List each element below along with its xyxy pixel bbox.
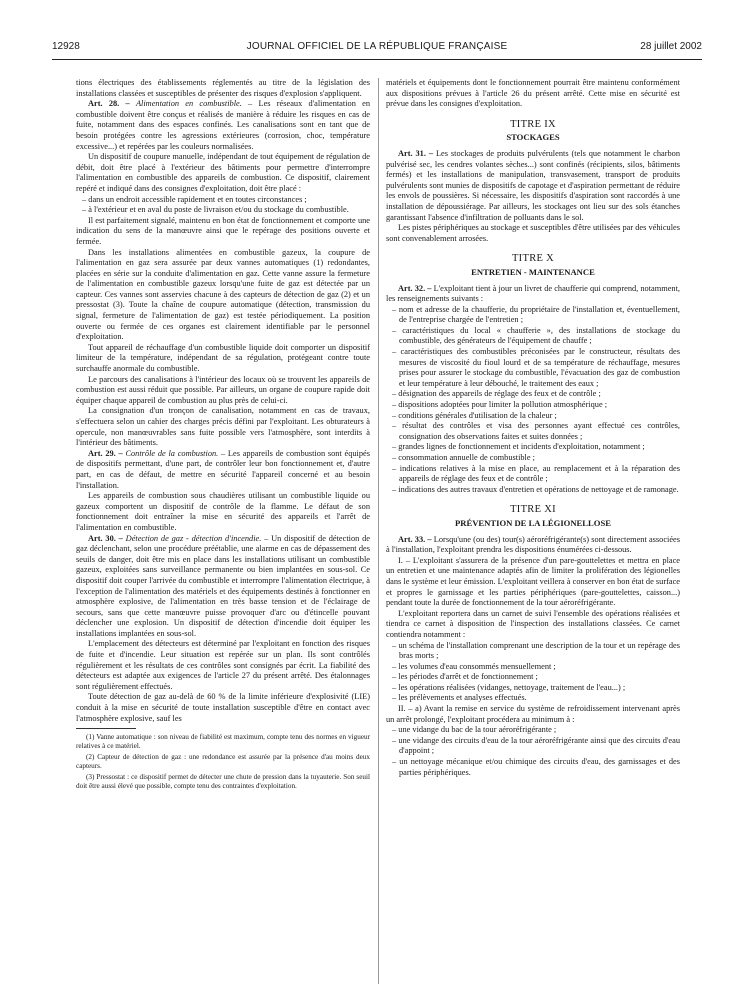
right-column — [386, 78, 680, 778]
publication-date: 28 juillet 2002 — [640, 41, 702, 52]
paragraph: Dans les installations alimentées en combustible gazeux, la coupure de l'alimentation en gaz sera assurée par deux vannes automatiques (1) redondantes, placées en série sur la conduite d'alimentation en gaz. Cette vanne assure la fermeture de l'alimentation en combustible gazeux lorsqu'une fuite de gaz est détectée par un capteur. Ces vannes sont asservies chacune à des capteurs de détection de gaz (2) et un pressostat (3). Toute la chaîne de coupure automatique (détection, transmission du signal, fermeture de l'alimentation de gaz) est testée périodiquement. La position ouverte ou fermée de ces organes est clairement identifiable par le personnel d'exploitation. — [76, 247, 370, 342]
paragraph: Il est parfaitement signalé, maintenu en bon état de fonctionnement et comporte une indication du sens de la manœuvre ainsi que le repérage des positions ouverte et fermée. — [76, 215, 370, 246]
footnote: (2) Capteur de détection de gaz : une redondance est assurée par la présence d'au moins deux capteurs. — [76, 753, 370, 771]
article-title: Alimentation en combustible. — [135, 99, 242, 109]
article-title: Contrôle de la combustion. — [125, 448, 219, 458]
footnote: (1) Vanne automatique : son niveau de fiabilité est maximum, compte tenu des normes en vigueur relatives à ce matériel. — [76, 733, 370, 751]
list-item: – dans un endroit accessible rapidement et en toutes circonstances ; — [76, 195, 370, 206]
article-31 — [386, 149, 680, 223]
article-text: Les stockages de produits pulvérulents (tels que notamment le charbon pulvérisé sec, les cendres volantes sèches...) sont confinés (récipients, silos, bâtiments fermés) et les installations de manipulation, transvasement, transport de produits pulvérulents sont munies de dispositifs de capotage et d'aspiration permettant de réduire les envols de poussières. Si nécessaire, les dispositifs d'aspiration sont raccordés à une installation de dépoussiérage. Par ailleurs, les stockages ont lieu sur des sols étanches garantissant l'absence d'infiltration de polluants dans le sol. — [386, 148, 680, 222]
footnotes — [76, 733, 370, 791]
list-item: – les périodes d'arrêt et de fonctionnement ; — [386, 672, 680, 683]
list-item: – les prélèvements et analyses effectués. — [386, 693, 680, 704]
list-item: – à l'extérieur et en aval du poste de livraison et/ou du stockage du combustible. — [76, 205, 370, 216]
article-28 — [76, 99, 370, 152]
paragraph: Toute détection de gaz au-delà de 60 % de la limite inférieure d'explosivité (LIE) conduit à la mise en sécurité de toute installation susceptible d'être en contact avec l'atmosphère explosive, sauf les — [76, 692, 370, 723]
journal-title: JOURNAL OFFICIEL DE LA RÉPUBLIQUE FRANÇAISE — [246, 41, 508, 52]
column-separator — [378, 78, 379, 984]
header-rule — [52, 59, 702, 60]
article-number: Art. 31. – — [398, 148, 434, 158]
title-heading: TITRE X — [511, 253, 555, 265]
article-number: Art. 29. – — [88, 448, 123, 458]
list-item: – un schéma de l'installation comprenant une description de la tour et un repérage des bras morts ; — [386, 641, 680, 662]
paragraph: II. – a) Avant la remise en service du système de refroidissement intervenant après un arrêt prolongé, l'exploitant procédera au minimum à : — [386, 704, 680, 724]
title-subheading: ENTRETIEN - MAINTENANCE — [471, 266, 595, 277]
list-item: – dispositions adoptées pour limiter la pollution atmosphérique ; — [386, 400, 680, 411]
page-header — [52, 41, 702, 57]
article-32 — [386, 284, 680, 305]
footnote-rule — [76, 728, 136, 729]
article-text: – Les réseaux d'alimentation en combustible doivent être conçus et réalisés de manière à réduire les risques en cas de fuite, notamment dans des espaces confinés. Les canalisations sont en tant que de besoin protégées contre les agressions extérieures (corrosion, choc, température excessive...) et repérées par les couleurs normalisées. — [76, 99, 370, 151]
list-item: – un nettoyage mécanique et/ou chimique des circuits d'eau, des garnissages et des parties périphériques. — [386, 757, 680, 778]
list-item: – une vidange des circuits d'eau de la tour aéroréfrigérante ainsi que des circuits d'eau d'appoint ; — [386, 736, 680, 757]
list-item: – les volumes d'eau consommés mensuellement ; — [386, 662, 680, 673]
paragraph: Les pistes périphériques au stockage et susceptibles d'être utilisées par des véhicules sont convenablement arrosées. — [386, 223, 680, 243]
paragraph: Le parcours des canalisations à l'intérieur des locaux où se trouvent les appareils de combustion est aussi réduit que possible. Par ailleurs, un organe de coupure rapide doit équiper chaque appareil de combustion au plus près de celui-ci. — [76, 374, 370, 405]
list-item: – conditions générales d'utilisation de la chaleur ; — [386, 411, 680, 422]
article-number: Art. 30. – — [88, 533, 123, 543]
footnote: (3) Pressostat : ce dispositif permet de détecter une chute de pression dans la tuyauterie. Son seuil doit être aussi élevé que possible, compte tenu des contraintes d'exploitation. — [76, 773, 370, 791]
list-item: – indications des autres travaux d'entretien et opérations de nettoyage et de ramonage. — [386, 485, 680, 496]
list-item: – nom et adresse de la chaufferie, du propriétaire de l'installation et, éventuellement, de l'entreprise chargée de l'entretien ; — [386, 305, 680, 326]
list-item: – caractéristiques du local « chaufferie », des installations de stockage du combustible, des générateurs de l'équipement de chauffe ; — [386, 326, 680, 347]
paragraph: I. – L'exploitant s'assurera de la présence d'un pare-gouttelettes et mettra en place un entretien et une maintenance adaptés afin de limiter la prolifération des légionelles dans le système et leur émission. L'exploitant veillera à conserver en bon état de surface et propres le garnissage et les parties périphériques (pare-gouttelettes, caisson...) pendant toute la durée de fonctionnement de la tour aéroréfrigérante. — [386, 555, 680, 608]
paragraph: Tout appareil de réchauffage d'un combustible liquide doit comporter un dispositif limiteur de la température, indépendant de sa régulation, protégeant contre toute surchauffe anormale du combustible. — [76, 342, 370, 374]
dash-list — [386, 725, 680, 778]
title-subheading: PRÉVENTION DE LA LÉGIONELLOSE — [455, 517, 611, 528]
article-text: Lorsqu'une (ou des) tour(s) aéroréfrigérante(s) sont directement associées à l'installation, l'exploitant prendra les dispositions énumérées ci-dessous. — [386, 534, 681, 555]
article-number: Art. 33. – — [398, 534, 432, 544]
paragraph: L'emplacement des détecteurs est déterminé par l'exploitant en fonction des risques de fuite et d'incendie. Leur situation est repérée sur un plan. Ils sont contrôlés régulièrement et les résultats de ces contrôles sont consignés par écrit. La fiabilité des détecteurs est adaptée aux exigences de l'article 27 du présent arrêté. Des étalonnages sont régulièrement effectués. — [76, 639, 370, 691]
left-column — [76, 78, 370, 793]
list-item: – résultat des contrôles et visa des personnes ayant effectué ces contrôles, consignation des observations faites et suites données ; — [386, 421, 680, 442]
paragraph: L'exploitant reportera dans un carnet de suivi l'ensemble des opérations réalisées et tiendra ce carnet à disposition de l'inspection des installations classées. Ce carnet contiendra notamment : — [386, 608, 680, 639]
list-item: – caractéristiques des combustibles préconisées par le constructeur, résultats des mesures de viscosité du fioul lourd et de sa température de réchauffage, mesures prises pour assurer le stockage du combustible, l'évacuation des gaz de combustion et leur température à leur débouché, le traitement des eaux ; — [386, 347, 680, 389]
article-number: Art. 28. – — [88, 99, 130, 109]
title-heading: TITRE XI — [510, 504, 556, 516]
title-subheading: STOCKAGES — [506, 132, 560, 143]
dash-list — [386, 305, 680, 496]
list-item: – indications relatives à la mise en place, au remplacement et à la réparation des appareils de réglage des feux et de contrôle ; — [386, 464, 680, 485]
paragraph: tions électriques des établissements réglementés au titre de la législation des installations classées et susceptibles de présenter des risques d'explosion s'appliquent. — [76, 78, 370, 98]
list-item: – les opérations réalisées (vidanges, nettoyage, traitement de l'eau...) ; — [386, 683, 680, 694]
paragraph: matériels et équipements dont le fonctionnement pourrait être maintenu conformément aux dispositions prévues à l'article 26 du présent arrêté. Cette mise en sécurité est prévue dans les consignes d'exploitation. — [386, 78, 680, 109]
article-text: – Un dispositif de détection de gaz déclenchant, selon une procédure préétablie, une alarme en cas de dépassement des seuils de danger, doit être mis en place dans les installations utilisant un combustible gazeux, exploitées sans surveillance permanente ou bien implantées en sous-sol. Ce dispositif doit couper l'arrivée du combustible et interrompre l'alimentation électrique, à l'exception de l'alimentation des matériels et des équipements destinés à fonctionner en atmosphère explosive, de l'alimentation en très basse tension et de l'éclairage de secours, sans que cette manœuvre puisse provoquer d'arc ou d'étincelle pouvant déclencher une explosion. Un dispositif de détection d'incendie doit équiper les installations implantées en sous-sol. — [76, 533, 370, 638]
article-29 — [76, 449, 370, 491]
dash-list — [386, 641, 680, 705]
title-heading: TITRE IX — [510, 118, 556, 130]
article-text: – Les appareils de combustion sont équipés de dispositifs permettant, d'une part, de contrôler leur bon fonctionnement et, d'autre part, en cas de défaut, de mettre en sécurité l'appareil concerné et au besoin l'installation. — [76, 448, 370, 490]
list-item: – consommation annuelle de combustible ; — [386, 453, 680, 464]
paragraph: La consignation d'un tronçon de canalisation, notamment en cas de travaux, s'effectuera selon un cahier des charges précis défini par l'exploitant. Les obturateurs à opercule, non manœuvrables sans fuite possible vers l'atmosphère, sont interdits à l'intérieur des bâtiments. — [76, 406, 370, 448]
page-number: 12928 — [52, 41, 80, 52]
list-item: – une vidange du bac de la tour aéroréfrigérante ; — [386, 725, 680, 736]
list-item: – grandes lignes de fonctionnement et incidents d'exploitation, notamment ; — [386, 442, 680, 453]
paragraph: Un dispositif de coupure manuelle, indépendant de tout équipement de régulation de débit, doit être placé à l'extérieur des bâtiments pour permettre d'interrompre l'alimentation en combustible des appareils de combustion. Ce dispositif, clairement repéré et indiqué dans des consignes d'exploitation, doit être placé : — [76, 152, 370, 193]
paragraph: Les appareils de combustion sous chaudières utilisant un combustible liquide ou gazeux comportent un dispositif de contrôle de la flamme. Le défaut de son fonctionnement doit entraîner la mise en sécurité des appareils et l'arrêt de l'alimentation en combustible. — [76, 491, 370, 532]
article-30 — [76, 534, 370, 640]
article-33 — [386, 535, 680, 556]
list-item: – désignation des appareils de réglage des feux et de contrôle ; — [386, 389, 680, 400]
dash-list — [76, 195, 370, 216]
article-title: Détection de gaz - détection d'incendie. — [125, 533, 262, 543]
article-number: Art. 32. – — [398, 283, 432, 293]
article-text: L'exploitant tient à jour un livret de chaufferie qui comprend, notamment, les renseignements suivants : — [386, 283, 680, 304]
